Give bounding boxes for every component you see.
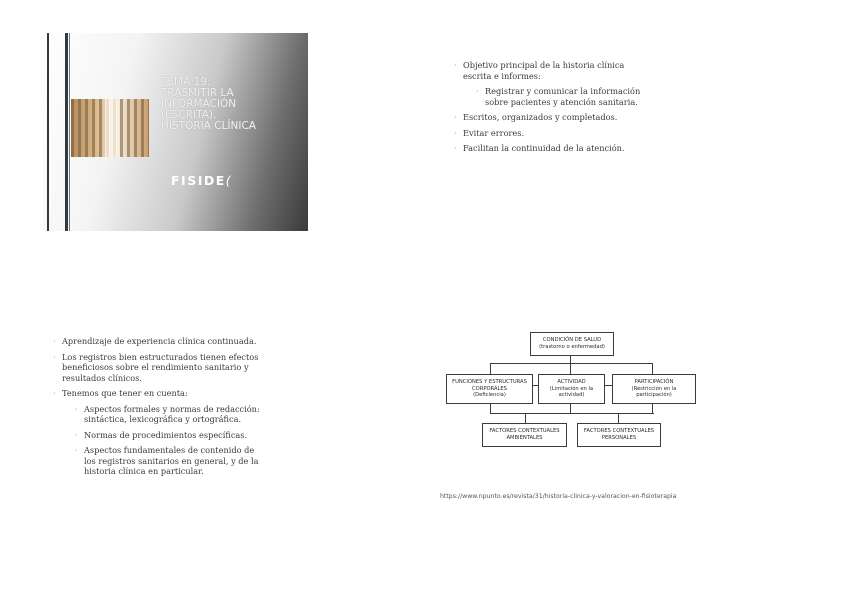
decorative-bar <box>47 33 49 231</box>
connector-line <box>490 363 491 374</box>
slide-title <box>161 77 301 132</box>
library-photo <box>71 99 149 157</box>
title-line: INFORMACIÓN <box>161 98 237 110</box>
personal-factors-box: FACTORES CONTEXTUALES PERSONALES <box>577 423 661 447</box>
participation-box: PARTICIPACIÓN (Restricción en la participación) <box>612 374 696 404</box>
objectives-slide <box>453 60 653 159</box>
activity-box: ACTIVIDAD (Limitación en la actividad) <box>538 374 605 404</box>
sub-bullet-item: · Aspectos fundamentales de contenido de los registros sanitarios en general, y de la historia clínica en particular. <box>74 445 267 477</box>
environmental-factors-box: FACTORES CONTEXTUALES AMBIENTALES <box>482 423 567 447</box>
title-line: TRASMITIR LA <box>161 87 234 99</box>
body-functions-box: FUNCIONES Y ESTRUCTURAS CORPORALES (Deficiencia) <box>446 374 533 404</box>
connector-line <box>490 413 654 414</box>
bullet-item: · Aprendizaje de experiencia clínica continuada. <box>52 336 267 347</box>
sub-bullet-item: · Aspectos formales y normas de redacción: sintáctica, lexicográfica y ortográfica. <box>74 404 267 425</box>
bullet-item: · Objetivo principal de la historia clínica escrita e informes: · Registrar y comunicar la información sobre pacientes y atención sanitaria. <box>453 60 653 107</box>
connector-line <box>570 363 571 374</box>
sub-bullet-item: · Registrar y comunicar la información sobre pacientes y atención sanitaria. <box>475 86 653 107</box>
bullet-item: · Facilitan la continuidad de la atención. <box>453 143 653 154</box>
source-url: https://www.npunto.es/revista/31/historia-clinica-y-valoracion-en-fisioterapia <box>440 493 677 500</box>
bullet-item: · Escritos, organizados y completados. <box>453 112 653 123</box>
connector-line <box>525 413 526 423</box>
connector-line <box>570 355 571 363</box>
health-condition-box: CONDICIÓN DE SALUD (trastorno o enfermedad) <box>530 332 614 356</box>
connector-line <box>652 363 653 374</box>
connector-line <box>604 385 612 386</box>
icf-diagram <box>440 328 700 448</box>
decorative-bar <box>65 33 68 231</box>
connector-line <box>618 413 619 423</box>
records-slide <box>52 336 267 482</box>
title-slide <box>43 33 308 231</box>
sub-bullet-item: · Normas de procedimientos específicas. <box>74 430 267 441</box>
title-line: (ESCRITA). <box>161 109 217 121</box>
bullet-item: · Evitar errores. <box>453 128 653 139</box>
decorative-bar <box>69 33 70 231</box>
title-line: HISTORIA CLÍNICA <box>161 120 256 132</box>
fiside-logo: FISIDE( <box>171 173 233 188</box>
bullet-item: · Los registros bien estructurados tienen efectos beneficiosos sobre el rendimiento sanitario y resultados clínicos. <box>52 352 267 384</box>
title-line: TEMA 19: <box>161 76 211 88</box>
bullet-item: · Tenemos que tener en cuenta: · Aspectos formales y normas de redacción: sintáctica, lexicográfica y ortográfica. · Normas de procedimientos específicas. · Aspectos fundamentales de contenido de los registros sanitarios en general, y de la historia clínica en particular. <box>52 388 267 477</box>
